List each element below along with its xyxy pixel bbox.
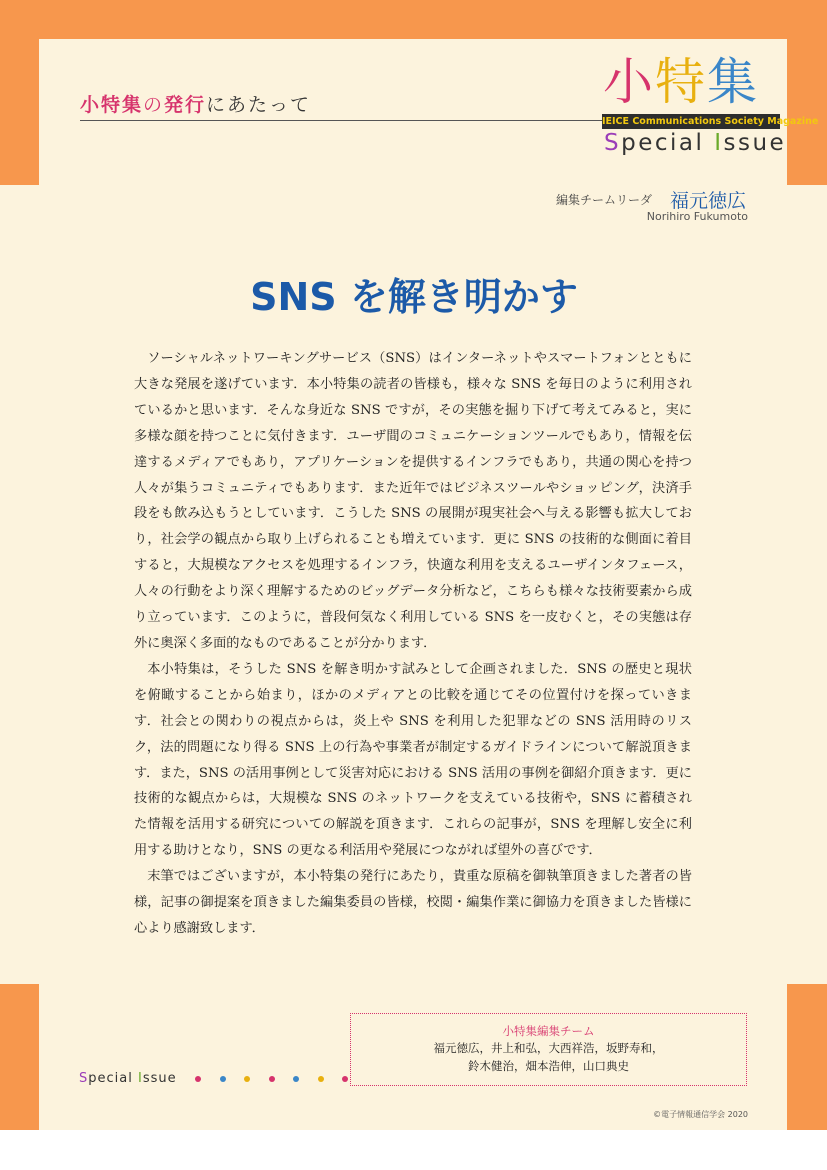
copyright-notice: ©電子情報通信学会 2020 (653, 1110, 748, 1119)
header-title-bold1: 小特集 (80, 94, 144, 116)
header-title-bold2: 発行 (164, 94, 207, 116)
footer-wordmark (79, 1071, 177, 1086)
footer-dot (342, 1076, 348, 1082)
header-rule (80, 120, 603, 121)
footer-s: S (79, 1071, 89, 1086)
logo-char-2: 特 (655, 53, 707, 111)
paragraph-2: 本小特集は，そうした SNS を解き明かす試みとして企画されました．SNS の歴史と現状を俯瞰することから始まり，ほかのメディアとの比較を通じてその位置付けを探っていきます．社会との関わりの視点からは，炎上や SNS を利用した犯罪などの SNS 活用時のリスク，法的問題になり得る SNS 上の行為や事業者が制定するガイドラインについて解説頂きます．また，SNS の活用事例として災害対応における SNS 活用の事例を御紹介頂きます．更に技術的な観点からは，大規模な SNS のネットワークを支えている技術や，SNS に蓄積された情報を活用する研究についての解説を頂きます．これらの記事が，SNS を理解し安全に利用する助けとなり，SNS の更なる利活用や発展につながれば望外の喜びです． (134, 661, 692, 859)
wordmark-ssue: ssue (723, 130, 787, 156)
magazine-name-bar: IEICE Communications Society Magazine (602, 116, 819, 127)
footer-dot (220, 1076, 226, 1082)
footer-pecial: pecial (88, 1071, 138, 1086)
footer-ssue: ssue (142, 1071, 177, 1086)
header-title-part3: にあたって (206, 94, 312, 116)
article-title: SNS を解き明かす (250, 275, 578, 319)
special-issue-wordmark (604, 130, 786, 156)
section-header (80, 90, 311, 117)
wordmark-s: S (604, 130, 622, 156)
team-members-line-2: 鈴木健治，畑本浩伸，山口典史 (468, 1059, 629, 1073)
editorial-team-box (350, 1013, 747, 1086)
logo-char-3: 集 (707, 53, 759, 111)
wordmark-i: I (714, 130, 724, 156)
team-title: 小特集編集チーム (502, 1024, 595, 1038)
paragraph-3: 末筆ではございますが，本小特集の発行にあたり，貴重な原稿を御執筆頂きました著者の皆様，記事の御提案を頂きました編集委員の皆様，校閲・編集作業に御協力を頂きました皆様に心より感謝致します． (134, 869, 692, 936)
leader-role: 編集チームリーダ (556, 193, 653, 207)
footer-i: I (138, 1071, 143, 1086)
wordmark-pecial: pecial (621, 130, 715, 156)
leader-romanized-name: Norihiro Fukumoto (646, 210, 748, 223)
footer-dot (318, 1076, 324, 1082)
header-title-part2: の (143, 94, 165, 116)
bottom-margin (0, 1130, 827, 1170)
footer-dot (293, 1076, 299, 1082)
leader-name: 福元徳広 (670, 190, 747, 212)
logo-char-1: 小 (603, 53, 655, 111)
special-issue-logo (603, 52, 759, 112)
footer-dot (195, 1076, 201, 1082)
paragraph-1: ソーシャルネットワーキングサービス（SNS）はインターネットやスマートフォンとともに大きな発展を遂げています．本小特集の読者の皆様も，様々な SNS を毎日のように利用されているかと思います．そんな身近な SNS ですが，その実態を掘り下げて考えてみると，実に多様な顔を持つことに気付きます．ユーザ間のコミュニケーションツールでもあり，情報を伝達するメディアでもあり，アプリケーションを提供するインフラでもあり，共通の関心を持つ人々が集うコミュニティでもあります．また近年ではビジネスツールやショッピング，決済手段をも飲み込もうとしています．こうした SNS の展開が現実社会へ与える影響も拡大しており，社会学の観点から取り上げられることも増えています．更に SNS の技術的な側面に着目すると，大規模なアクセスを処理するインフラ，快適な利用を支えるユーザインタフェース，人々の行動をより深く理解するためのビッグデータ分析など，こちらも様々な技術要素から成り立っています．このように，普段何気なく利用している SNS を一皮むくと，その実態は存外に奥深く多面的なものであることが分かります． (134, 351, 692, 651)
article-body (134, 346, 692, 942)
footer-dot (244, 1076, 250, 1082)
footer-dot (269, 1076, 275, 1082)
team-members-line-1: 福元徳広，井上和弘，大西祥浩，坂野寿和， (433, 1041, 664, 1055)
